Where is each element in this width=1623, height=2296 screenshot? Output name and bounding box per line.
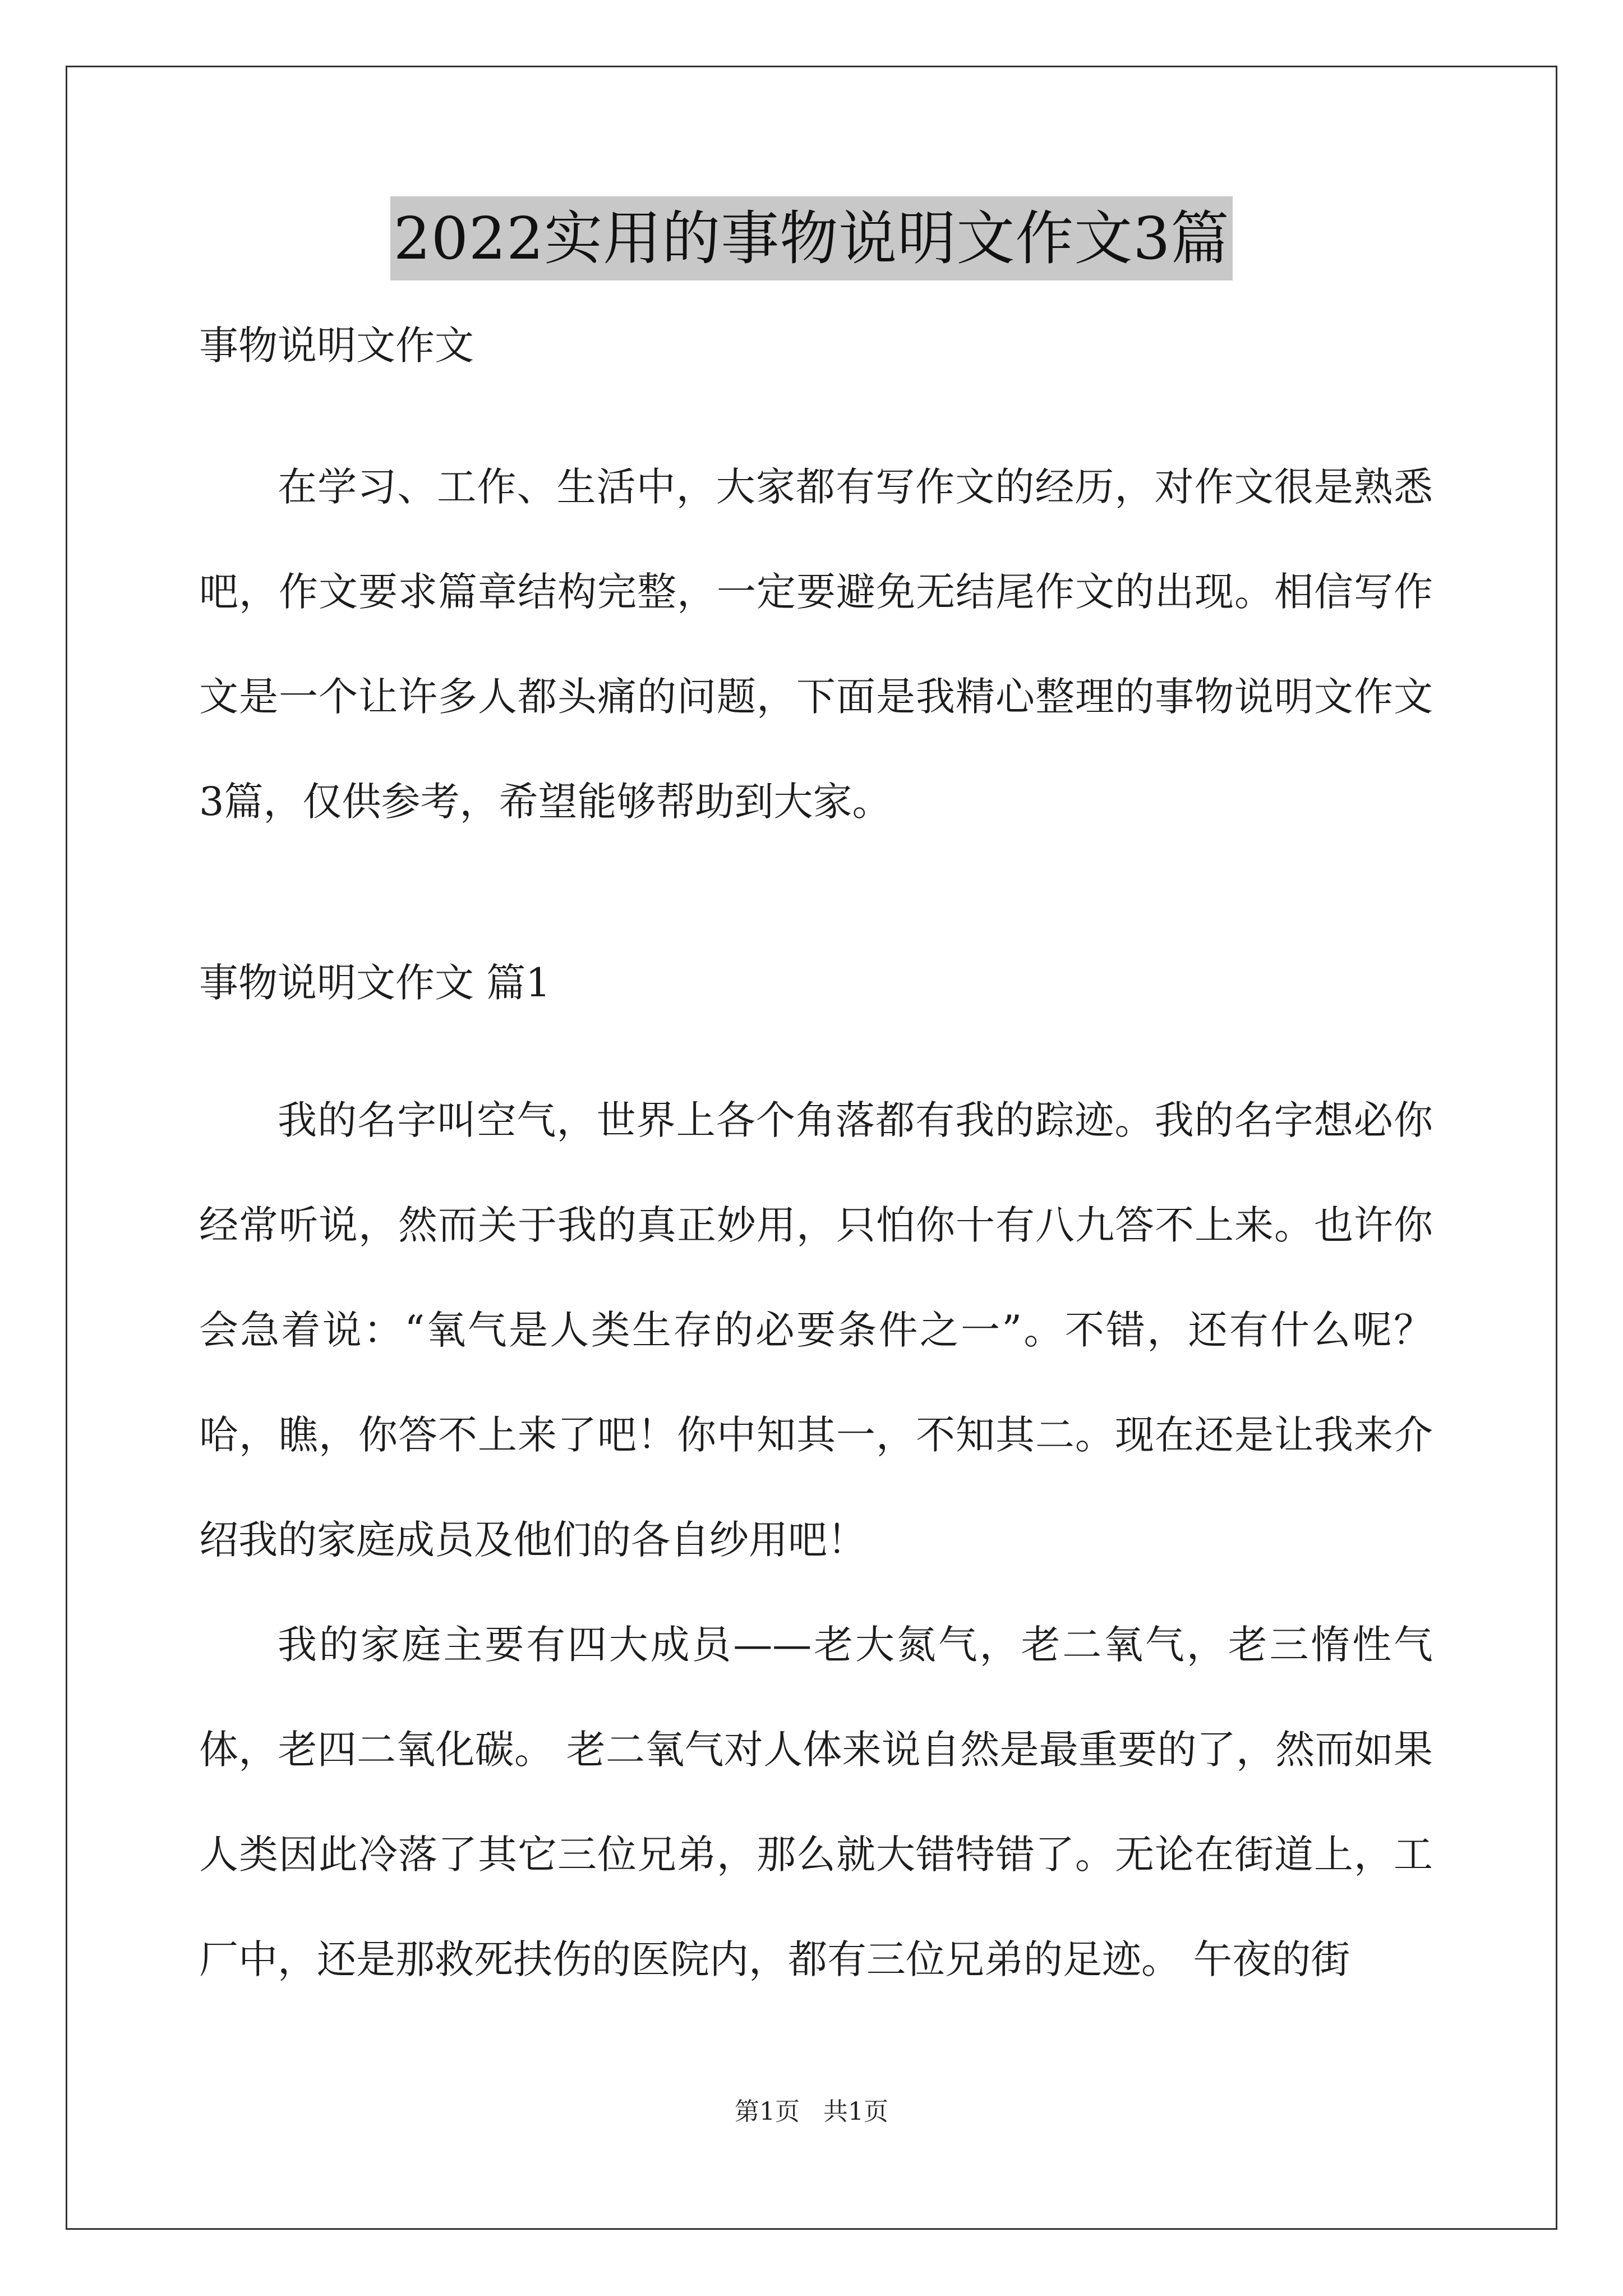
page-number-current: 第1页 xyxy=(735,2097,800,2126)
page-number-total: 共1页 xyxy=(823,2097,888,2126)
title-container xyxy=(0,196,1623,280)
intro-paragraph-block xyxy=(199,435,1433,854)
section1-paragraph: 我的家庭主要有四大成员——老大氮气，老二氧气，老三惰性气体，老四二氧化碳。 老二氧气对人体来说自然是最重要的了，然而如果人类因此冷落了其它三位兄弟，那么就大错特错了。无论在街道上，工厂中，还是那救死扶伤的医院内，都有三位兄弟的足迹。 午夜的街 xyxy=(199,1622,1433,1982)
section1-body xyxy=(199,1068,1433,2012)
section1-heading: 事物说明文作文 篇1 xyxy=(199,960,551,1006)
intro-heading: 事物说明文作文 xyxy=(199,323,474,369)
section1-heading-block xyxy=(199,955,1433,1011)
document-title: 2022实用的事物说明文作文3篇 xyxy=(390,196,1233,280)
page-footer xyxy=(0,2095,1623,2129)
intro-paragraph: 在学习、工作、生活中，大家都有写作文的经历，对作文很是熟悉吧，作文要求篇章结构完整，一定要避免无结尾作文的出现。相信写作文是一个让许多人都头痛的问题，下面是我精心整理的事物说明文作文3篇，仅供参考，希望能够帮助到大家。 xyxy=(199,464,1433,825)
section1-paragraph: 我的名字叫空气，世界上各个角落都有我的踪迹。我的名字想必你经常听说，然而关于我的真正妙用，只怕你十有八九答不上来。也许你会急着说：“氧气是人类生存的必要条件之一”。不错，还有什么呢？哈，瞧，你答不上来了吧！你中知其一，不知其二。现在还是让我来介绍我的家庭成员及他们的各自纱用吧！ xyxy=(199,1097,1433,1563)
intro-heading-block xyxy=(199,318,1433,374)
